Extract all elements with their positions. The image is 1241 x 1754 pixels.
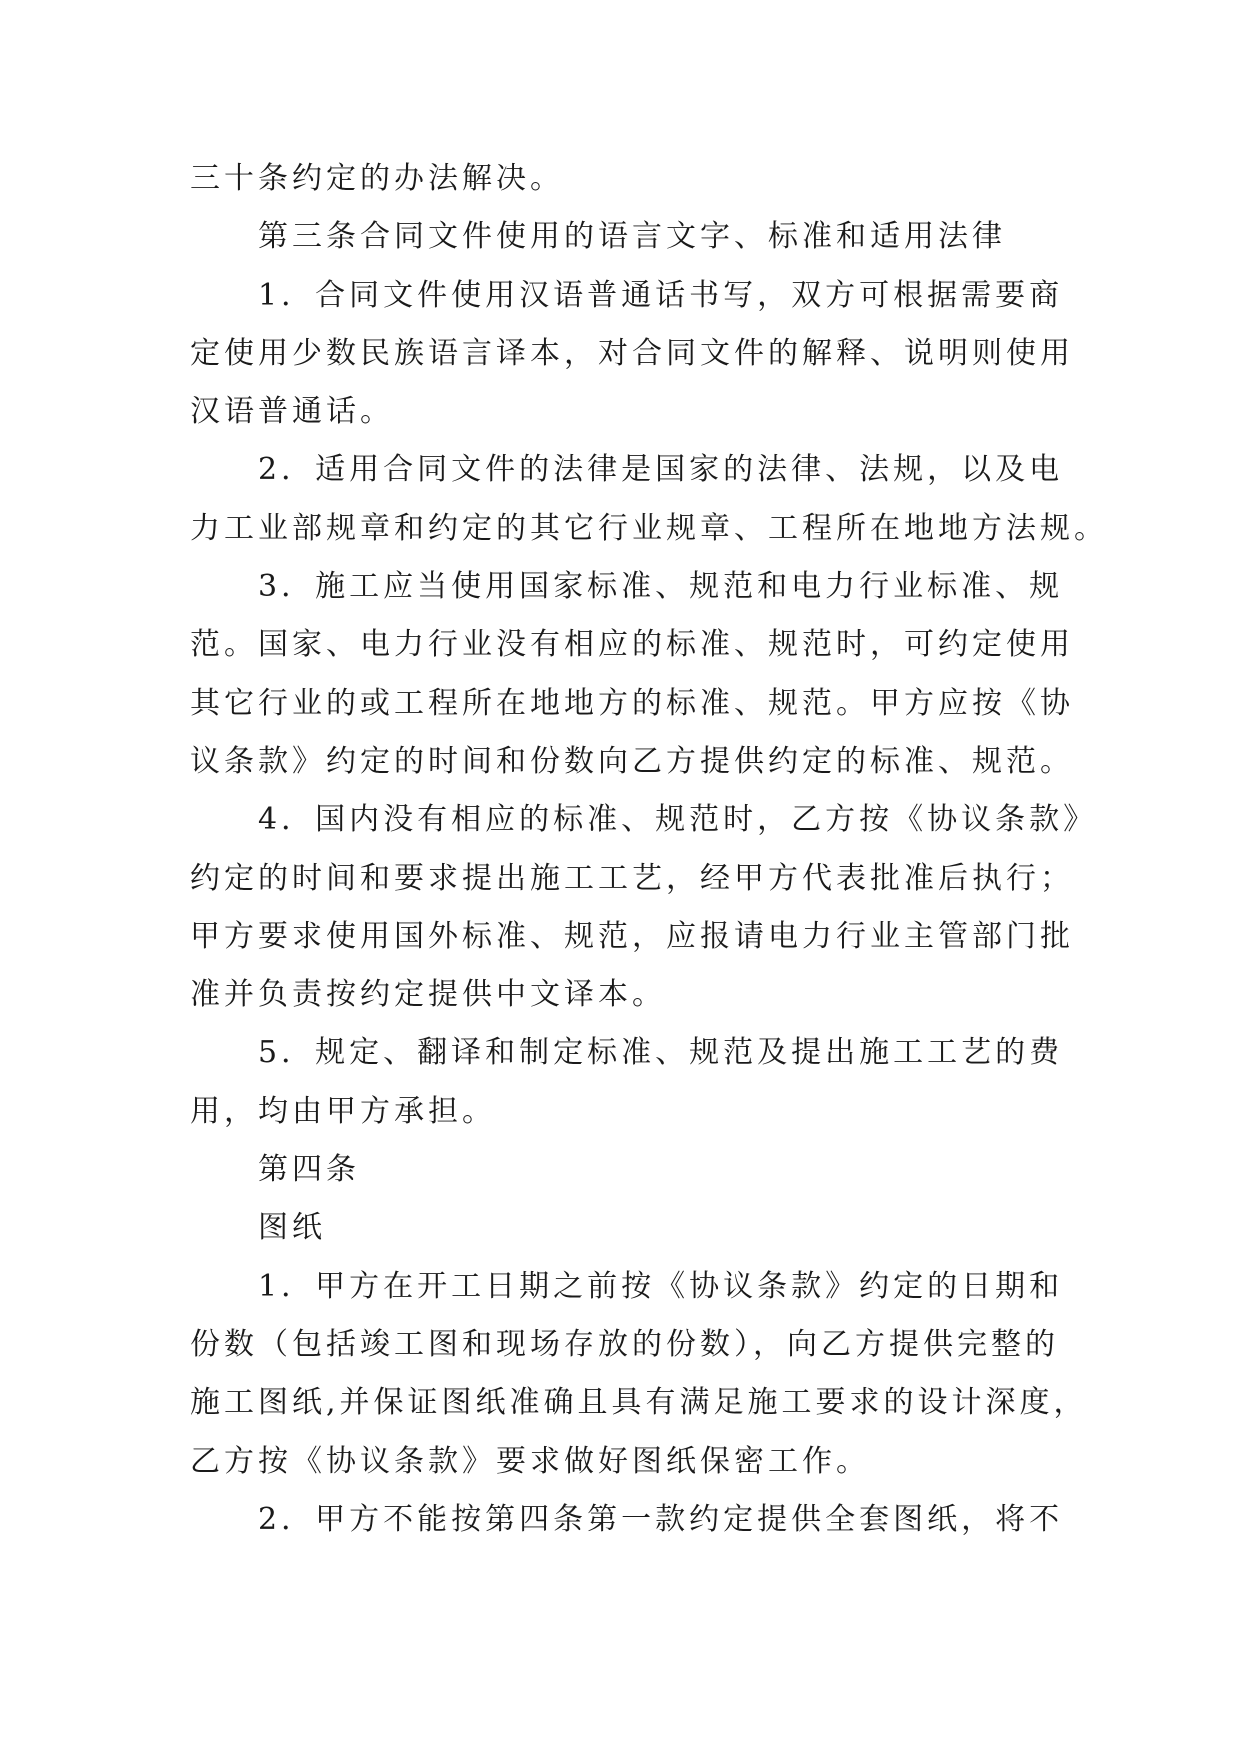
text-line: 定使用少数民族语言译本，对合同文件的解释、说明则使用 [190, 335, 1074, 371]
text-line: 1．合同文件使用汉语普通话书写，双方可根据需要商 [258, 277, 1064, 313]
text-line: 2．甲方不能按第四条第一款约定提供全套图纸，将不 [258, 1501, 1064, 1537]
text-line: 汉语普通话。 [190, 394, 394, 430]
text-line: 第四条 [258, 1152, 360, 1188]
text-line: 范。国家、电力行业没有相应的标准、规范时，可约定使用 [190, 627, 1074, 663]
text-line: 其它行业的或工程所在地地方的标准、规范。甲方应按《协 [190, 685, 1074, 721]
text-line: 力工业部规章和约定的其它行业规章、工程所在地地方法规。 [190, 510, 1108, 546]
paragraph [190, 1491, 1070, 1549]
paragraph [190, 791, 1098, 1024]
text-line: 3．施工应当使用国家标准、规范和电力行业标准、规 [258, 569, 1064, 605]
paragraph [190, 1024, 1070, 1141]
text-line: 准并负责按约定提供中文译本。 [190, 977, 666, 1013]
paragraph [190, 558, 1074, 791]
text-line: 甲方要求使用国外标准、规范，应报请电力行业主管部门批 [190, 918, 1074, 954]
text-line: 2．适用合同文件的法律是国家的法律、法规，以及电 [258, 452, 1064, 488]
paragraph [190, 208, 1070, 266]
text-line: 议条款》约定的时间和份数向乙方提供约定的标准、规范。 [190, 743, 1074, 779]
text-line: 乙方按《协议条款》要求做好图纸保密工作。 [190, 1443, 870, 1479]
paragraph [190, 267, 1074, 442]
paragraph [190, 441, 1108, 558]
document-body [190, 150, 1108, 1549]
text-line: 三十条约定的办法解决。 [190, 161, 564, 196]
text-line: 1．甲方在开工日期之前按《协议条款》约定的日期和 [258, 1268, 1064, 1304]
paragraph [190, 1199, 1070, 1257]
text-line: 用，均由甲方承担。 [190, 1093, 496, 1129]
text-line: 施工图纸,并保证图纸准确且具有满足施工要求的设计深度， [190, 1385, 1088, 1421]
paragraph [190, 150, 1070, 208]
text-line: 5．规定、翻译和制定标准、规范及提出施工工艺的费 [258, 1035, 1064, 1071]
paragraph [190, 1258, 1088, 1491]
text-line: 第三条合同文件使用的语言文字、标准和适用法律 [258, 219, 1006, 255]
text-line: 图纸 [258, 1210, 326, 1246]
text-line: 约定的时间和要求提出施工工艺，经甲方代表批准后执行； [190, 860, 1074, 896]
text-line: 4．国内没有相应的标准、规范时，乙方按《协议条款》 [258, 802, 1098, 838]
text-line: 份数（包括竣工图和现场存放的份数），向乙方提供完整的 [190, 1326, 1059, 1362]
paragraph [190, 1141, 1070, 1199]
